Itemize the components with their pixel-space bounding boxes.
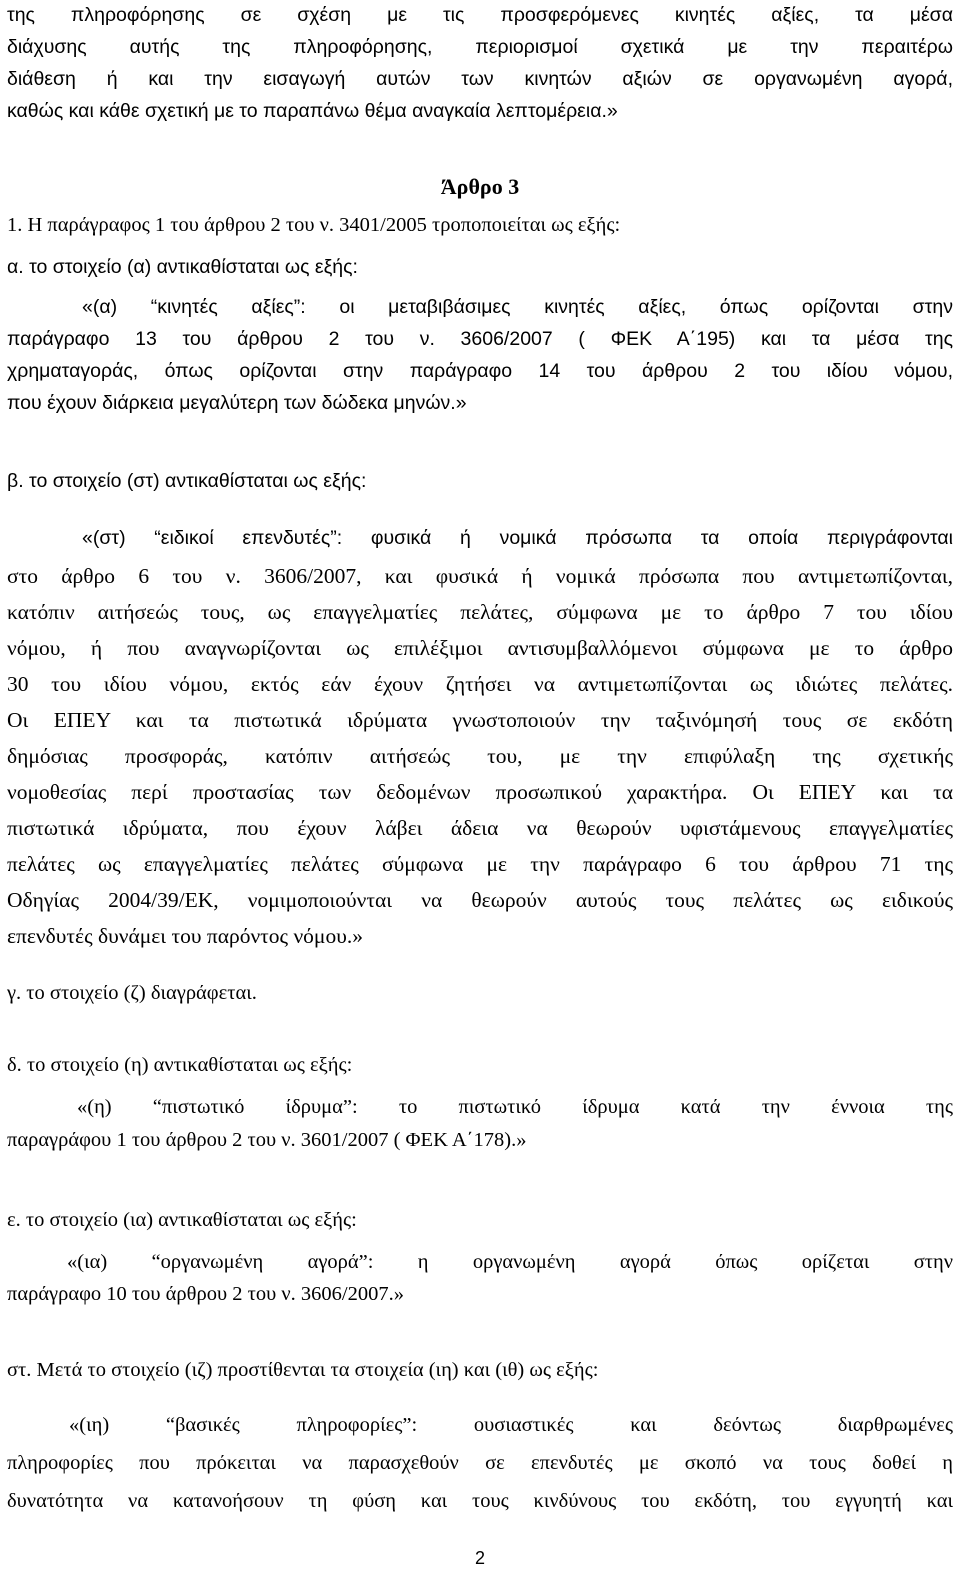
text-line: της πληροφόρησης σε σχέση με τις προσφερόμενες κινητές αξίες, τα μέσα <box>7 4 953 26</box>
item-st-line: «(ιη) “βασικές πληροφορίες”: ουσιαστικές και δεόντως διαρθρωμένες <box>69 1414 953 1436</box>
item-e-intro: ε. το στοιχείο (ια) αντικαθίσταται ως εξής: <box>7 1209 357 1231</box>
item-st-line: πληροφορίες που πρόκειται να παρασχεθούν σε επενδυτές με σκοπό να τους δοθεί η <box>7 1452 953 1474</box>
item-d-line: παραγράφου 1 του άρθρου 2 του ν. 3601/2007 ( ΦΕΚ Α΄178).» <box>7 1129 527 1151</box>
item-b-line: πιστωτικά ιδρύματα, που έχουν λάβει άδεια να θεωρούν υφιστάμενους επαγγελματίες <box>7 816 953 840</box>
item-b-intro: β. το στοιχείο (στ) αντικαθίσταται ως εξής: <box>7 470 367 492</box>
item-b-line: «(στ) “ειδικοί επενδυτές”: φυσικά ή νομικά πρόσωπα τα οποία περιγράφονται <box>82 527 953 549</box>
item-c: γ. το στοιχείο (ζ) διαγράφεται. <box>7 982 257 1004</box>
item-e-line: παράγραφο 10 του άρθρου 2 του ν. 3606/2007.» <box>7 1283 404 1305</box>
item-b-line: κατόπιν αιτήσεώς τους, ως επαγγελματίες πελάτες, σύμφωνα με το άρθρο 7 του ιδίου <box>7 600 953 624</box>
item-b-line: Οι ΕΠΕΥ και τα πιστωτικά ιδρύματα γνωστοποιούν την ταξινόμησή τους σε εκδότη <box>7 708 953 732</box>
text-line: καθώς και κάθε σχετική με το παραπάνω θέμα αναγκαία λεπτομέρεια.» <box>7 100 618 122</box>
item-st-line: δυνατότητα να κατανοήσουν τη φύση και τους κινδύνους του εκδότη, του εγγυητή και <box>7 1490 953 1512</box>
item-a-line: «(α) “κινητές αξίες”: οι μεταβιβάσιμες κινητές αξίες, όπως ορίζονται στην <box>82 296 953 318</box>
item-a-line: χρηματαγοράς, όπως ορίζονται στην παράγραφο 14 του άρθρου 2 του ιδίου νόμου, <box>7 360 953 382</box>
item-b-line: επενδυτές δυνάμει του παρόντος νόμου.» <box>7 924 363 948</box>
item-st-intro: στ. Μετά το στοιχείο (ιζ) προστίθενται τα στοιχεία (ιη) και (ιθ) ως εξής: <box>7 1359 599 1381</box>
item-b-line: δημόσιας προσφοράς, κατόπιν αιτήσεώς του, με την επιφύλαξη της σχετικής <box>7 744 953 768</box>
item-b-line: νόμου, ή που αναγνωρίζονται ως επιλέξιμοι αντισυμβαλλόμενοι σύμφωνα με το άρθρο <box>7 636 953 660</box>
document-page <box>7 0 953 1575</box>
item-b-line: πελάτες ως επαγγελματίες πελάτες σύμφωνα με την παράγραφο 6 του άρθρου 71 της <box>7 852 953 876</box>
text-line: διάθεση ή και την εισαγωγή αυτών των κινητών αξιών σε οργανωμένη αγορά, <box>7 68 953 90</box>
item-b-line: Οδηγίας 2004/39/ΕΚ, νομιμοποιούνται να θεωρούν αυτούς τους πελάτες ως ειδικούς <box>7 888 953 912</box>
item-d-intro: δ. το στοιχείο (η) αντικαθίσταται ως εξής: <box>7 1054 353 1076</box>
page-number: 2 <box>474 1548 485 1568</box>
item-b-line: στο άρθρο 6 του ν. 3606/2007, και φυσικά ή νομικά πρόσωπα που αντιμετωπίζονται, <box>7 564 953 588</box>
item-e-line: «(ια) “οργανωμένη αγορά”: η οργανωμένη αγορά όπως ορίζεται στην <box>67 1251 953 1273</box>
text-line: διάχυσης αυτής της πληροφόρησης, περιορισμοί σχετικά με την περαιτέρω <box>7 36 953 58</box>
article-heading: Άρθρο 3 <box>440 174 520 199</box>
item-b-line: 30 του ιδίου νόμου, εκτός εάν έχουν ζητήσει να αντιμετωπίζονται ως ιδιώτες πελάτες. <box>7 672 953 696</box>
item-a-line: παράγραφο 13 του άρθρου 2 του ν. 3606/2007 ( ΦΕΚ Α΄195) και τα μέσα της <box>7 328 953 350</box>
item-b-line: νομοθεσίας περί προστασίας των δεδομένων προσωπικού χαρακτήρα. Οι ΕΠΕΥ και τα <box>7 780 953 804</box>
item-a-intro: α. το στοιχείο (α) αντικαθίσταται ως εξής: <box>7 256 358 278</box>
item-d-line: «(η) “πιστωτικό ίδρυμα”: το πιστωτικό ίδρυμα κατά την έννοια της <box>77 1096 953 1118</box>
item-a-line: που έχουν διάρκεια μεγαλύτερη των δώδεκα μηνών.» <box>7 392 467 414</box>
paragraph-1: 1. Η παράγραφος 1 του άρθρου 2 του ν. 3401/2005 τροποποιείται ως εξής: <box>7 214 621 236</box>
